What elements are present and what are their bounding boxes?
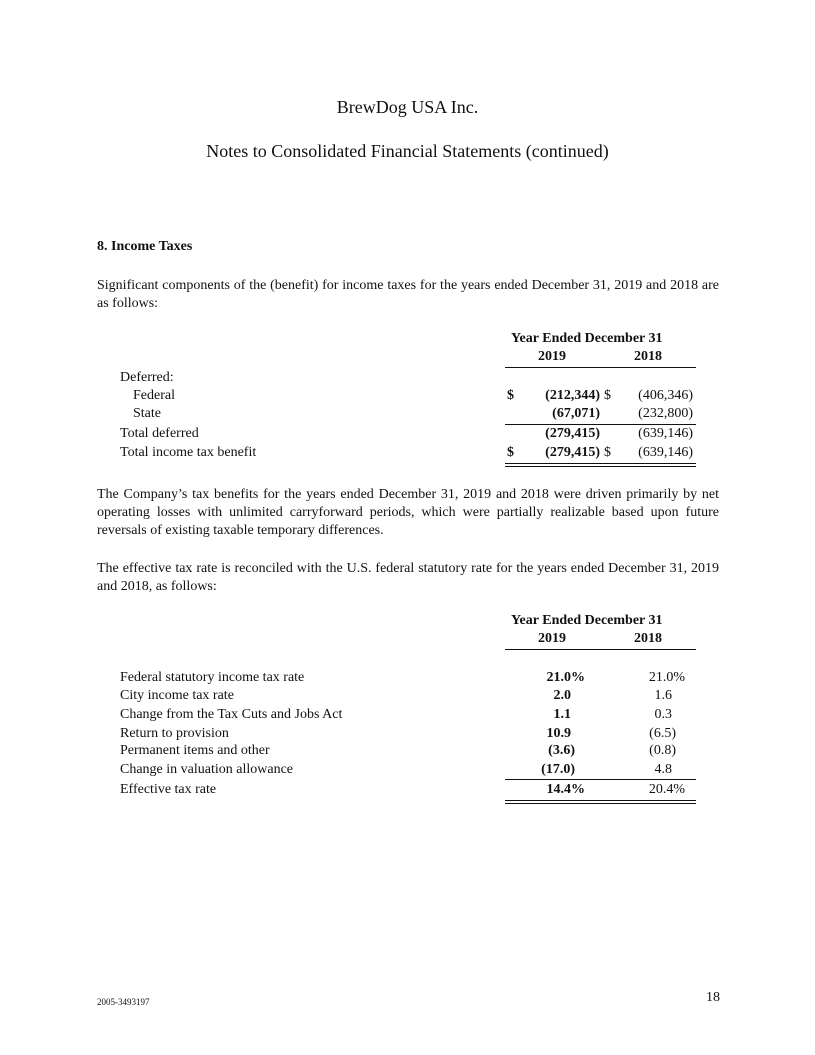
row-label: Permanent items and other — [120, 743, 270, 758]
row-label: Total income tax benefit — [120, 445, 257, 460]
value-2018: (232,800) — [638, 406, 693, 421]
table2-year-2019: 2019 — [538, 631, 566, 646]
rate-reconciliation-paragraph: The effective tax rate is reconciled with the U.S. federal statutory rate for the years ended December 31, 2019 and 2018, as follows: — [97, 561, 719, 594]
table2-header-rule — [505, 649, 696, 650]
value-2018: (406,346) — [638, 388, 693, 403]
table1-year-2019: 2019 — [538, 349, 566, 364]
value-2019: (279,415) — [545, 445, 600, 460]
table1-period-header: Year Ended December 31 — [511, 331, 663, 346]
value-2018: (639,146) — [638, 426, 693, 441]
currency-symbol: $ — [604, 445, 611, 460]
table1-year-2018: 2018 — [634, 349, 662, 364]
table1-group-label: Deferred: — [120, 370, 174, 385]
value-2019: 2.0 — [553, 688, 571, 703]
row-label: Total deferred — [120, 426, 199, 441]
value-2019: 21.0% — [546, 670, 585, 685]
value-2019: (3.6) — [548, 743, 575, 758]
value-2019: (212,344) — [545, 388, 600, 403]
value-2018: (0.8) — [649, 743, 676, 758]
value-2018: 0.3 — [654, 707, 672, 722]
section-heading: 8. Income Taxes — [97, 239, 193, 254]
table1-header-rule — [505, 367, 696, 368]
row-label: Change in valuation allowance — [120, 762, 293, 777]
value-2018: 1.6 — [654, 688, 672, 703]
table1-total-double-rule — [505, 463, 696, 467]
value-2019: 10.9 — [546, 726, 571, 741]
value-2019: 14.4% — [546, 782, 585, 797]
row-label: State — [133, 406, 161, 421]
value-2018: (6.5) — [649, 726, 676, 741]
currency-symbol: $ — [604, 388, 611, 403]
document-id: 2005-3493197 — [97, 997, 150, 1007]
row-label: Federal statutory income tax rate — [120, 670, 305, 685]
value-2019: (279,415) — [545, 426, 600, 441]
currency-symbol: $ — [507, 445, 514, 460]
table2-period-header: Year Ended December 31 — [511, 613, 663, 628]
value-2018: 20.4% — [648, 782, 685, 797]
value-2019: (67,071) — [552, 406, 600, 421]
company-name: BrewDog USA Inc. — [336, 97, 479, 117]
row-label: Effective tax rate — [120, 782, 217, 797]
table1-subtotal-rule — [505, 424, 696, 425]
intro-paragraph: Significant components of the (benefit) for income taxes for the years ended December 31, 2019 and 2018 are as follows: — [97, 278, 719, 311]
page-number: 18 — [706, 990, 720, 1005]
row-label: City income tax rate — [120, 688, 234, 703]
row-label: Change from the Tax Cuts and Jobs Act — [120, 707, 343, 722]
table2-subtotal-rule — [505, 779, 696, 780]
table2-total-double-rule — [505, 800, 696, 804]
currency-symbol: $ — [507, 388, 514, 403]
value-2018: (639,146) — [638, 445, 693, 460]
page-subtitle: Notes to Consolidated Financial Statements (continued) — [206, 141, 609, 161]
value-2019: 1.1 — [553, 707, 571, 722]
value-2018: 4.8 — [654, 762, 672, 777]
row-label: Return to provision — [120, 726, 229, 741]
value-2018: 21.0% — [648, 670, 685, 685]
table2-year-2018: 2018 — [634, 631, 662, 646]
tax-benefit-paragraph: The Company’s tax benefits for the years ended December 31, 2019 and 2018 were driven primarily by net operating losses with unlimited carryforward periods, which were partially realizable based upon future reversals of existing taxable temporary differences. — [97, 487, 719, 538]
row-label: Federal — [133, 388, 175, 403]
value-2019: (17.0) — [541, 762, 575, 777]
